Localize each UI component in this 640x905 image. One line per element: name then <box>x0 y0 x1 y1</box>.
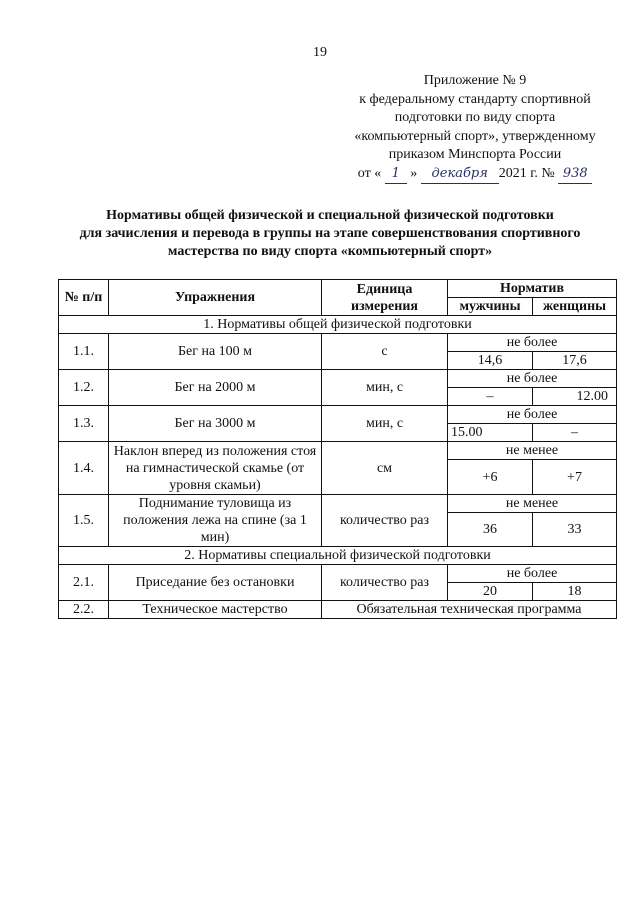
header-unit: Единица измерения <box>322 280 448 316</box>
row-unit: количество раз <box>322 495 448 547</box>
date-day: 1 <box>391 165 400 181</box>
header-norm: Норматив <box>448 280 617 298</box>
row-exercise: Приседание без остановки <box>109 565 322 601</box>
row-exercise: Бег на 3000 м <box>109 406 322 442</box>
row-exercise: Поднимание туловища из положения лежа на спине (за 1 мин) <box>109 495 322 547</box>
row-condition: не менее <box>448 495 617 513</box>
section-header: 2. Нормативы специальной физической подготовки <box>59 547 617 565</box>
header-exercise: Упражнения <box>109 280 322 316</box>
table-row <box>59 334 617 352</box>
row-unit: мин, с <box>322 370 448 406</box>
row-num: 2.2. <box>59 601 109 619</box>
table-row <box>59 565 617 583</box>
order-number-field <box>558 165 592 185</box>
date-year: 2021 г. № <box>498 165 555 181</box>
title-line: для зачисления и перевода в группы на этапе совершенствования спортивного <box>79 226 581 241</box>
row-women-value: 17,6 <box>533 352 617 370</box>
row-exercise: Бег на 2000 м <box>109 370 322 406</box>
header-num: № п/п <box>59 280 109 316</box>
table-row <box>59 495 617 513</box>
row-num: 1.3. <box>59 406 109 442</box>
appendix-line: подготовки по виду спорта <box>394 110 556 125</box>
title-line: Нормативы общей физической и специальной физической подготовки <box>106 208 554 223</box>
appendix-line: приказом Минспорта России <box>388 147 562 162</box>
table-row <box>59 406 617 424</box>
row-unit: количество раз <box>322 565 448 601</box>
row-condition: не более <box>448 406 617 424</box>
row-condition: не более <box>448 370 617 388</box>
row-unit: мин, с <box>322 406 448 442</box>
table-row <box>59 442 617 460</box>
row-condition: не менее <box>448 442 617 460</box>
header-women: женщины <box>533 298 617 316</box>
row-men-value: 14,6 <box>448 352 533 370</box>
row-women-value: – <box>533 424 617 442</box>
norms-table <box>58 279 617 619</box>
row-unit: с <box>322 334 448 370</box>
row-men-value: 36 <box>448 513 533 547</box>
row-women-value: 18 <box>533 583 617 601</box>
appendix-header <box>330 72 620 184</box>
header-men: мужчины <box>448 298 533 316</box>
row-women-value: 33 <box>533 513 617 547</box>
row-num: 1.5. <box>59 495 109 547</box>
row-num: 2.1. <box>59 565 109 601</box>
row-women-value: 12.00 <box>533 388 617 406</box>
row-men-value: – <box>448 388 533 406</box>
row-unit: см <box>322 442 448 495</box>
row-condition: не более <box>448 565 617 583</box>
row-condition: не более <box>448 334 617 352</box>
row-women-value: +7 <box>533 460 617 495</box>
row-merged-value: Обязательная техническая программа <box>322 601 617 619</box>
document-title <box>50 207 610 261</box>
appendix-line: к федеральному стандарту спортивной <box>359 91 591 107</box>
section-header: 1. Нормативы общей физической подготовки <box>59 316 617 334</box>
table-row <box>59 601 617 619</box>
row-exercise: Наклон вперед из положения стоя на гимнастической скамье (от уровня скамьи) <box>109 442 322 495</box>
row-men-value: 20 <box>448 583 533 601</box>
date-prefix: от « <box>357 165 382 181</box>
appendix-line: «компьютерный спорт», утвержденному <box>354 128 596 144</box>
table-row <box>59 370 617 388</box>
row-num: 1.4. <box>59 442 109 495</box>
row-men-value: +6 <box>448 460 533 495</box>
row-num: 1.1. <box>59 334 109 370</box>
order-number: 938 <box>562 165 588 181</box>
page-number: 19 <box>313 45 327 60</box>
row-exercise: Бег на 100 м <box>109 334 322 370</box>
row-num: 1.2. <box>59 370 109 406</box>
date-month: декабря <box>431 165 488 181</box>
appendix-title: Приложение № 9 <box>423 73 527 88</box>
row-exercise: Техническое мастерство <box>109 601 322 619</box>
date-month-field <box>421 165 499 185</box>
title-line: мастерства по виду спорта «компьютерный спорт» <box>167 244 493 259</box>
date-day-field <box>385 165 407 185</box>
date-mid: » <box>410 165 418 181</box>
order-date-line <box>330 165 620 185</box>
row-men-value: 15.00 <box>448 424 533 442</box>
